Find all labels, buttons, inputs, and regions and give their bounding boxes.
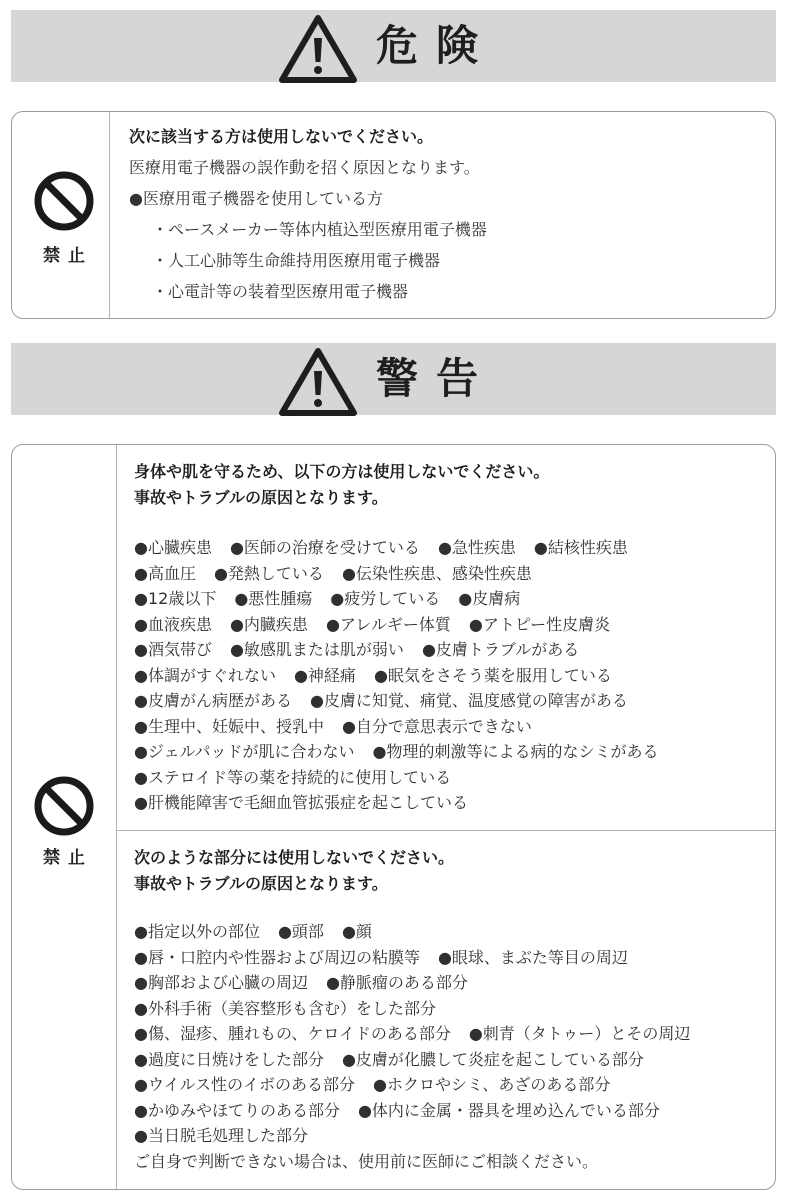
warning-banner: [11, 343, 776, 415]
condition-row: [134, 1098, 690, 1124]
prohibited-icon: [33, 775, 95, 837]
danger-title: 危険: [376, 21, 497, 70]
condition-item: ●高血圧: [134, 563, 196, 583]
condition-item: ●傷、湿疹、腫れもの、ケロイドのある部分: [134, 1024, 451, 1043]
condition-item: ●内臓疾患: [229, 614, 308, 634]
danger-bullet: ●医療用電子機器を使用している方: [129, 189, 383, 208]
condition-row: [134, 714, 659, 740]
condition-item: ●体内に金属・器具を埋め込んでいる部分: [357, 1100, 660, 1120]
condition-item: ●アトピー性皮膚炎: [468, 614, 611, 634]
condition-row: [134, 1047, 690, 1073]
condition-item: ●生理中、妊娠中、授乳中: [134, 716, 324, 736]
condition-item: ●肝機能障害で毛細血管拡張症を起こしている: [134, 793, 468, 812]
condition-item: ●心臓疾患: [134, 538, 212, 557]
condition-item: ●ホクロやシミ、あざのある部分: [373, 1075, 611, 1094]
danger-banner: [11, 10, 776, 82]
prohibited-label: 禁止: [43, 848, 93, 868]
condition-row: [134, 535, 659, 561]
danger-item: ・心電計等の装着型医療用電子機器: [152, 282, 409, 301]
prohibited-label: 禁止: [43, 246, 93, 266]
condition-item: ●当日脱毛処理した部分: [134, 1126, 308, 1145]
warning-triangle-icon: [277, 12, 359, 86]
condition-item: ●頭部: [277, 922, 324, 941]
danger-reason: 医療用電子機器の誤作動を招く原因となります。: [129, 158, 480, 177]
condition-item: ●敏感肌または肌が弱い: [229, 640, 404, 659]
condition-item: ●外科手術（美容整形も含む）をした部分: [134, 998, 436, 1018]
prohibited-icon: [33, 170, 95, 232]
condition-row: [134, 970, 690, 996]
persons-lead: 事故やトラブルの原因となります。: [134, 488, 388, 507]
condition-item: ●ステロイド等の薬を持続的に使用している: [134, 767, 452, 787]
condition-item: ●皮膚が化膿して炎症を起こしている部分: [341, 1049, 644, 1069]
body-part-list: [134, 919, 690, 1149]
danger-lead: 次に該当する方は使用しないでください。: [129, 127, 434, 146]
condition-item: ●悪性腫瘍: [234, 589, 313, 608]
condition-item: ●皮膚に知覚、痛覚、温度感覚の障害がある: [309, 691, 628, 710]
condition-item: ●物理的刺激等による病的なシミがある: [372, 742, 659, 761]
condition-item: ●指定以外の部位: [134, 922, 260, 941]
condition-row: [134, 1021, 690, 1047]
condition-item: ●12歳以下: [134, 589, 217, 608]
condition-item: ●唇・口腔内や性器および周辺の粘膜等: [134, 947, 420, 967]
persons-lead: 身体や肌を守るため、以下の方は使用しないでください。: [134, 462, 550, 481]
condition-item: ●顔: [341, 922, 372, 941]
condition-item: ●医師の治療を受けている: [229, 538, 420, 557]
condition-item: ●結核性疾患: [533, 538, 628, 557]
condition-item: ●ウイルス性のイボのある部分: [134, 1075, 356, 1094]
condition-item: ●発熱している: [213, 563, 324, 583]
condition-row: [134, 586, 659, 612]
consult-note: ご自身で判断できない場合は、使用前に医師にご相談ください。: [134, 1152, 599, 1171]
condition-item: ●過度に日焼けをした部分: [134, 1049, 324, 1069]
condition-item: ●皮膚トラブルがある: [421, 640, 580, 659]
condition-row: [134, 1123, 690, 1149]
parts-lead: 事故やトラブルの原因となります。: [134, 874, 388, 893]
column-divider: [109, 112, 110, 318]
danger-box: [11, 111, 776, 319]
condition-row: [134, 561, 659, 587]
persons-condition-list: [134, 535, 659, 816]
condition-row: [134, 790, 659, 816]
section-divider: [116, 830, 775, 831]
condition-item: ●眠気をさそう薬を服用している: [373, 665, 612, 685]
condition-row: [134, 637, 659, 663]
warning-box: [11, 444, 776, 1190]
condition-row: [134, 663, 659, 689]
condition-item: ●かゆみやほてりのある部分: [134, 1100, 340, 1120]
condition-item: ●ジェルパッドが肌に合わない: [134, 742, 355, 761]
parts-lead: 次のような部分には使用しないでください。: [134, 848, 455, 867]
condition-item: ●体調がすぐれない: [134, 665, 276, 685]
column-divider: [116, 445, 117, 1189]
condition-item: ●胸部および心臓の周辺: [134, 973, 308, 992]
condition-item: ●急性疾患: [437, 538, 516, 557]
condition-item: ●刺青（タトゥー）とその周辺: [468, 1024, 691, 1043]
condition-item: ●皮膚病: [458, 589, 521, 608]
condition-row: [134, 919, 690, 945]
condition-row: [134, 612, 659, 638]
condition-item: ●神経痛: [293, 665, 356, 685]
condition-item: ●アレルギー体質: [325, 614, 451, 634]
condition-item: ●眼球、まぶた等目の周辺: [437, 947, 628, 967]
condition-item: ●静脈瘤のある部分: [325, 973, 468, 992]
condition-row: [134, 996, 690, 1022]
danger-icon-column: [12, 112, 116, 318]
warning-title: 警告: [376, 354, 497, 403]
warning-triangle-icon: [277, 345, 359, 419]
condition-item: ●皮膚がん病歴がある: [134, 691, 292, 710]
condition-row: [134, 739, 659, 765]
condition-item: ●血液疾患: [134, 614, 212, 634]
warning-icon-column: [12, 445, 116, 1189]
condition-item: ●自分で意思表示できない: [341, 716, 532, 736]
danger-item: ・ペースメーカー等体内植込型医療用電子機器: [152, 220, 487, 239]
condition-row: [134, 1072, 690, 1098]
condition-item: ●酒気帯び: [134, 640, 212, 659]
danger-item: ・人工心肺等生命維持用医療用電子機器: [152, 251, 441, 270]
condition-row: [134, 688, 659, 714]
condition-row: [134, 765, 659, 791]
condition-item: ●疲労している: [330, 589, 441, 608]
condition-item: ●伝染性疾患、感染性疾患: [341, 563, 532, 583]
condition-row: [134, 945, 690, 971]
